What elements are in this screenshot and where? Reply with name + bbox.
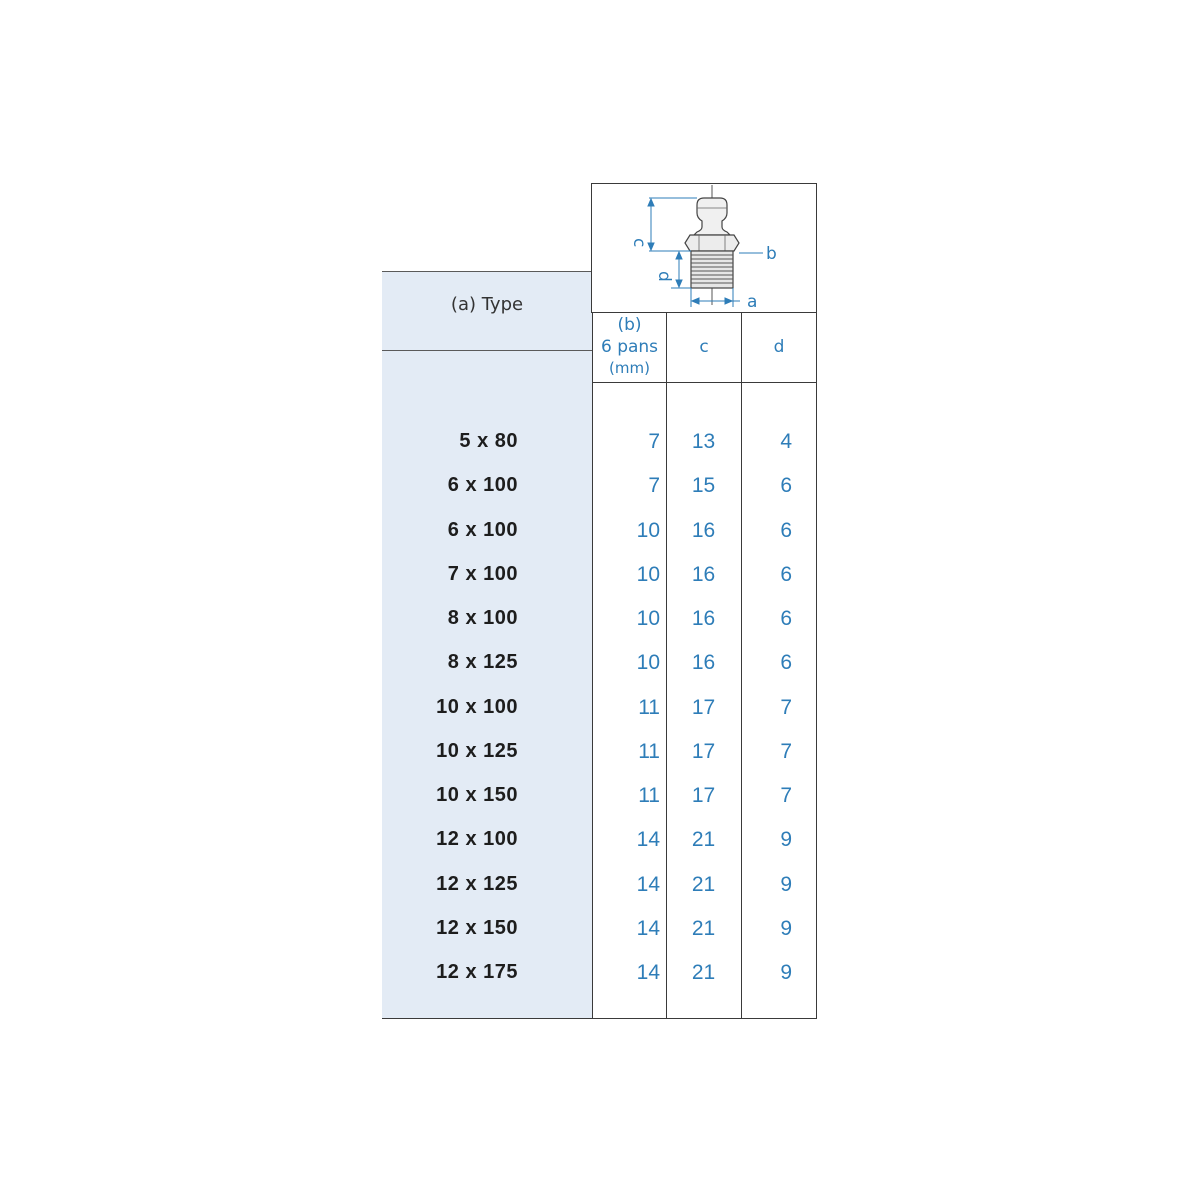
value-c-cell: 17 (691, 784, 716, 807)
value-d-cell: 9 (780, 828, 792, 851)
type-cell: 6 x 100 (447, 474, 518, 496)
type-cell: 10 x 100 (436, 696, 518, 718)
value-d-cell: 9 (780, 873, 792, 896)
table-row (382, 732, 817, 776)
value-b-cell: 7 (648, 474, 660, 497)
value-c-cell: 21 (691, 873, 716, 896)
type-cell: 12 x 150 (436, 917, 518, 939)
table-row (382, 555, 817, 599)
col-header-b-line2: 6 pans (600, 337, 659, 357)
table-row (382, 599, 817, 643)
value-b-cell: 10 (636, 563, 660, 586)
col-header-b-line1: (b) (617, 315, 642, 335)
dim-label-d: d (654, 271, 674, 282)
table-row (382, 643, 817, 687)
value-b-cell: 11 (638, 784, 660, 807)
type-cell: 5 x 80 (459, 430, 518, 452)
col-header-d: d (773, 337, 785, 357)
value-d-cell: 9 (780, 917, 792, 940)
value-b-cell: 14 (636, 961, 660, 984)
value-c-cell: 15 (691, 474, 716, 497)
value-d-cell: 7 (780, 696, 792, 719)
value-b-cell: 14 (636, 917, 660, 940)
value-d-cell: 6 (780, 651, 792, 674)
table-row (382, 953, 817, 997)
table-row (382, 511, 817, 555)
value-c-cell: 16 (691, 651, 716, 674)
value-d-cell: 7 (780, 740, 792, 763)
value-b-cell: 14 (636, 873, 660, 896)
table-row (382, 422, 817, 466)
value-b-cell: 11 (638, 696, 660, 719)
table-row (382, 776, 817, 820)
table-row (382, 909, 817, 953)
type-cell: 8 x 125 (447, 651, 518, 673)
type-header: (a) Type (450, 294, 524, 315)
value-d-cell: 6 (780, 519, 792, 542)
value-d-cell: 4 (780, 430, 792, 453)
dim-label-a: a (747, 292, 758, 312)
value-c-cell: 16 (691, 519, 716, 542)
value-c-cell: 17 (691, 740, 716, 763)
type-cell: 10 x 125 (436, 740, 518, 762)
grease-nipple-icon (591, 183, 817, 313)
divider-rule-type (382, 350, 592, 351)
fitting-diagram (591, 183, 817, 313)
value-d-cell: 6 (780, 563, 792, 586)
grid-line (666, 382, 817, 383)
value-c-cell: 21 (691, 917, 716, 940)
col-header-b (593, 314, 666, 378)
col-header-c: c (699, 337, 709, 357)
value-b-cell: 7 (648, 430, 660, 453)
table-row (382, 466, 817, 510)
top-rule-type (382, 271, 592, 272)
value-d-cell: 9 (780, 961, 792, 984)
value-b-cell: 10 (636, 607, 660, 630)
value-c-cell: 16 (691, 563, 716, 586)
value-c-cell: 21 (691, 828, 716, 851)
value-b-cell: 14 (636, 828, 660, 851)
dim-label-b: b (766, 244, 777, 264)
type-cell: 8 x 100 (447, 607, 518, 629)
value-b-cell: 11 (638, 740, 660, 763)
value-d-cell: 6 (780, 607, 792, 630)
value-c-cell: 13 (691, 430, 716, 453)
grid-line (592, 382, 667, 383)
value-b-cell: 10 (636, 519, 660, 542)
table-row (382, 820, 817, 864)
type-cell: 6 x 100 (447, 519, 518, 541)
dim-label-c: c (629, 238, 649, 248)
bottom-rule (382, 1018, 817, 1019)
value-d-cell: 6 (780, 474, 792, 497)
value-c-cell: 17 (691, 696, 716, 719)
type-cell: 7 x 100 (447, 563, 518, 585)
value-c-cell: 16 (691, 607, 716, 630)
table-row (382, 688, 817, 732)
type-cell: 12 x 100 (436, 828, 518, 850)
table-row (382, 865, 817, 909)
value-c-cell: 21 (691, 961, 716, 984)
value-d-cell: 7 (780, 784, 792, 807)
value-b-cell: 10 (636, 651, 660, 674)
col-header-b-line3: (mm) (609, 359, 650, 377)
type-cell: 12 x 175 (436, 961, 518, 983)
grid-line (592, 312, 817, 313)
type-cell: 10 x 150 (436, 784, 518, 806)
type-cell: 12 x 125 (436, 873, 518, 895)
